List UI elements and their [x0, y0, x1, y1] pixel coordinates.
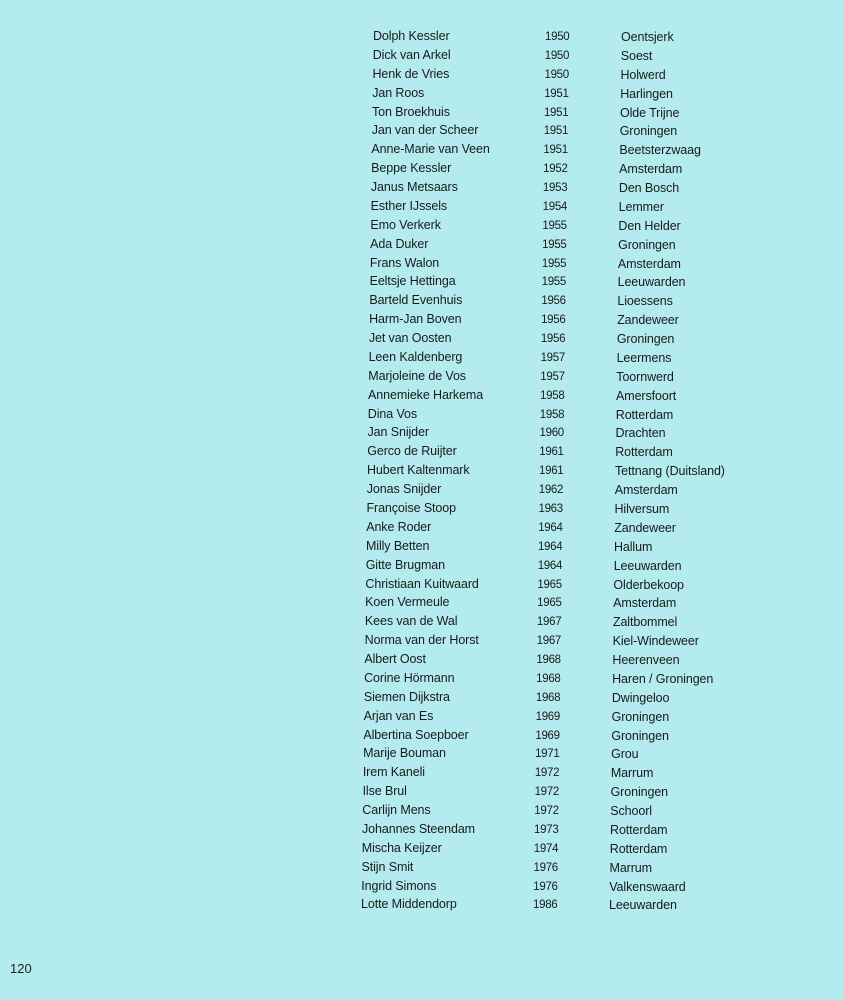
- list-item: [0, 272, 844, 291]
- place-name: Groningen: [610, 785, 669, 800]
- birth-year: 1955: [542, 238, 567, 251]
- place-name: Olderbekoop: [613, 577, 684, 592]
- place-name: Marrum: [609, 860, 652, 875]
- place-name: Leeuwarden: [613, 558, 682, 573]
- place-name: Kiel-Windeweer: [612, 634, 699, 649]
- place-name: Groningen: [619, 124, 678, 139]
- place-name: Marrum: [610, 766, 654, 781]
- list-item: [0, 235, 844, 254]
- list-item: [0, 423, 844, 442]
- artist-name: Siemen Dijkstra: [363, 689, 450, 704]
- list-item: [0, 405, 844, 424]
- artist-name: Annemieke Harkema: [368, 387, 484, 402]
- place-name: Lemmer: [618, 199, 664, 214]
- list-item: [0, 216, 844, 235]
- place-name: Soest: [620, 48, 653, 63]
- list-item: [0, 688, 844, 707]
- birth-year: 1958: [539, 408, 565, 421]
- list-item: [0, 820, 844, 839]
- artist-name: Frans Walon: [369, 255, 440, 270]
- artist-name: Arjan van Es: [363, 708, 434, 723]
- list-item: [0, 121, 844, 140]
- birth-year: 1967: [536, 635, 562, 648]
- list-item: [0, 895, 844, 914]
- artist-name: Eeltsje Hettinga: [369, 274, 456, 289]
- birth-year: 1976: [533, 861, 558, 874]
- birth-year: 1972: [534, 767, 560, 780]
- birth-year: 1955: [541, 276, 566, 289]
- place-name: Oentsjerk: [621, 30, 674, 44]
- list-item: [0, 537, 844, 556]
- place-name: Hilversum: [614, 502, 670, 516]
- list-item: [0, 442, 844, 461]
- list-item: [0, 386, 844, 405]
- place-name: Zandeweer: [617, 313, 679, 328]
- birth-year: 1955: [542, 219, 567, 232]
- place-name: Tettnang (Duitsland): [615, 464, 725, 479]
- place-name: Zaltbommel: [612, 615, 678, 630]
- artist-name: Leen Kaldenberg: [368, 349, 463, 364]
- birth-year: 1952: [543, 163, 568, 176]
- birth-year: 1963: [538, 503, 563, 515]
- place-name: Amsterdam: [614, 483, 678, 498]
- place-name: Den Bosch: [618, 181, 680, 196]
- birth-year: 1967: [536, 616, 562, 629]
- place-name: Den Helder: [618, 218, 681, 233]
- artist-name: Mischa Keijzer: [361, 840, 442, 855]
- place-name: Harlingen: [620, 86, 673, 101]
- place-name: Leermens: [616, 350, 672, 365]
- birth-year: 1961: [539, 465, 564, 478]
- birth-year: 1968: [536, 654, 561, 667]
- page-number: 120: [10, 961, 32, 976]
- artist-name: Harm-Jan Boven: [369, 312, 462, 327]
- birth-year: 1950: [544, 68, 569, 81]
- artist-name: Lotte Middendorp: [361, 897, 457, 912]
- list-item: [0, 763, 844, 782]
- birth-year: 1969: [535, 729, 560, 742]
- artist-name: Koen Vermeule: [365, 595, 450, 610]
- birth-year: 1971: [535, 748, 560, 761]
- place-name: Leeuwarden: [617, 275, 686, 290]
- place-name: Toornwerd: [616, 369, 674, 384]
- list-item: [0, 348, 844, 367]
- list-item: [0, 254, 844, 273]
- list-item: [0, 782, 844, 801]
- place-name: Amsterdam: [619, 162, 683, 177]
- birth-year: 1969: [535, 710, 560, 723]
- list-item: [0, 650, 844, 669]
- place-name: Grou: [611, 747, 639, 762]
- birth-year: 1957: [540, 370, 565, 383]
- list-item: [0, 726, 844, 745]
- place-name: Rotterdam: [615, 407, 674, 422]
- artist-name: Jet van Oosten: [368, 331, 452, 346]
- birth-year: 1953: [542, 182, 568, 195]
- place-name: Beetsterzwaag: [619, 143, 701, 158]
- list-item: [0, 178, 844, 197]
- artist-name: Gitte Brugman: [365, 557, 445, 572]
- artist-name: Jan van der Scheer: [371, 123, 479, 138]
- place-name: Valkenswaard: [609, 879, 686, 894]
- list-item: [0, 744, 844, 763]
- artist-name: Dina Vos: [367, 406, 418, 421]
- artist-name: Kees van de Wal: [364, 614, 458, 629]
- birth-year: 1976: [533, 880, 558, 893]
- artist-name: Jan Roos: [372, 85, 425, 100]
- list-item: [0, 839, 844, 858]
- birth-year: 1964: [538, 521, 563, 534]
- artist-name: Jan Snijder: [367, 425, 429, 440]
- artist-name: Esther IJssels: [370, 198, 448, 213]
- birth-year: 1968: [535, 691, 561, 704]
- artist-name: Albertina Soepboer: [363, 727, 469, 742]
- birth-year: 1972: [534, 786, 559, 799]
- artist-name: Barteld Evenhuis: [369, 293, 463, 308]
- list-item: [0, 159, 844, 178]
- birth-year: 1958: [540, 389, 565, 402]
- birth-year: 1986: [533, 899, 558, 912]
- artist-name: Jonas Snijder: [366, 482, 442, 497]
- artist-name: Irem Kaneli: [362, 765, 425, 780]
- list-item: [0, 593, 844, 612]
- place-name: Amsterdam: [613, 596, 677, 611]
- artist-name: Ingrid Simons: [361, 878, 437, 893]
- list-item: [0, 612, 844, 631]
- artist-name: Carlijn Mens: [362, 803, 431, 818]
- birth-year: 1950: [545, 31, 570, 43]
- artist-name: Ton Broekhuis: [371, 104, 450, 119]
- artist-name: Anne-Marie van Veen: [371, 142, 490, 157]
- place-name: Heerenveen: [612, 653, 680, 668]
- artist-name: Ilse Brul: [362, 784, 407, 799]
- birth-year: 1974: [533, 842, 559, 855]
- artist-name: Dick van Arkel: [372, 47, 451, 62]
- place-name: Groningen: [611, 728, 669, 743]
- birth-year: 1950: [544, 49, 570, 62]
- list-item: [0, 329, 844, 348]
- birth-year: 1964: [537, 559, 563, 572]
- birth-year: 1956: [540, 333, 566, 346]
- birth-year: 1964: [537, 540, 563, 553]
- place-name: Amersfoort: [616, 388, 677, 403]
- list-item: [0, 801, 844, 820]
- artist-name: Dolph Kessler: [373, 29, 450, 43]
- artist-name: Henk de Vries: [372, 66, 450, 81]
- artist-name: Ada Duker: [370, 236, 429, 251]
- birth-year: 1973: [534, 823, 559, 836]
- list-item: [0, 46, 844, 65]
- artist-name: Stijn Smit: [361, 859, 414, 874]
- list-item: [0, 631, 844, 650]
- place-name: Holwerd: [620, 67, 666, 82]
- artist-name: Hubert Kaltenmark: [367, 463, 470, 478]
- place-name: Rotterdam: [610, 822, 668, 837]
- list-item: [0, 27, 844, 46]
- list-item: [0, 877, 844, 896]
- list-item: [0, 707, 844, 726]
- artist-name: Marije Bouman: [363, 746, 446, 761]
- birth-year: 1951: [543, 144, 568, 157]
- list-item: [0, 518, 844, 537]
- place-name: Amsterdam: [617, 256, 681, 271]
- place-name: Drachten: [615, 426, 666, 441]
- place-name: Schoorl: [610, 804, 652, 819]
- list-item: [0, 461, 844, 480]
- birth-year: 1951: [544, 87, 569, 100]
- artist-name: Norma van der Horst: [364, 633, 479, 648]
- place-name: Rotterdam: [615, 445, 673, 460]
- birth-year: 1972: [534, 805, 559, 818]
- birth-year: 1957: [540, 351, 565, 364]
- list-item: [0, 367, 844, 386]
- artist-name: Corine Hörmann: [364, 670, 455, 685]
- artist-name: Emo Verkerk: [370, 217, 441, 232]
- birth-year: 1951: [543, 125, 569, 138]
- place-name: Hallum: [613, 539, 653, 554]
- birth-year: 1965: [537, 597, 562, 610]
- artist-name: Gerco de Ruijter: [367, 444, 457, 459]
- list-item: [0, 197, 844, 216]
- place-name: Haren / Groningen: [612, 671, 714, 686]
- place-name: Rotterdam: [609, 841, 668, 856]
- list-item: [0, 65, 844, 84]
- artist-name: Johannes Steendam: [362, 821, 475, 836]
- place-name: Leeuwarden: [609, 898, 677, 913]
- birth-year: 1961: [539, 446, 564, 459]
- artist-name: Marjoleine de Vos: [368, 368, 466, 383]
- list-item: [0, 858, 844, 877]
- list-item: [0, 291, 844, 310]
- birth-year: 1954: [542, 200, 568, 213]
- list-item: [0, 140, 844, 159]
- place-name: Zandeweer: [614, 520, 676, 535]
- list-item: [0, 310, 844, 329]
- birth-year: 1956: [541, 295, 566, 308]
- list-item: [0, 103, 844, 122]
- place-name: Groningen: [618, 237, 676, 252]
- birth-year: 1962: [538, 484, 564, 497]
- list-item: [0, 499, 844, 518]
- artist-name: Anke Roder: [366, 519, 432, 534]
- place-name: Olde Trijne: [619, 105, 680, 120]
- place-name: Groningen: [611, 709, 670, 724]
- place-name: Lioessens: [617, 294, 673, 309]
- birth-year: 1951: [543, 106, 569, 119]
- birth-year: 1965: [537, 578, 562, 591]
- birth-year: 1955: [541, 257, 567, 270]
- artist-name: Françoise Stoop: [366, 501, 456, 515]
- list-item: [0, 575, 844, 594]
- list-item: [0, 669, 844, 688]
- artist-name: Janus Metsaars: [370, 180, 458, 195]
- artist-name: Beppe Kessler: [371, 161, 452, 176]
- place-name: Groningen: [616, 332, 675, 347]
- list-item: [0, 556, 844, 575]
- artist-name: Christiaan Kuitwaard: [365, 576, 479, 591]
- place-name: Dwingeloo: [611, 690, 670, 705]
- artist-name: Milly Betten: [365, 538, 430, 553]
- birth-year: 1960: [539, 427, 564, 440]
- list-item: [0, 480, 844, 499]
- list-item: [0, 84, 844, 103]
- birth-year: 1968: [536, 672, 561, 685]
- artist-name: Albert Oost: [364, 652, 426, 667]
- birth-year: 1956: [541, 314, 566, 327]
